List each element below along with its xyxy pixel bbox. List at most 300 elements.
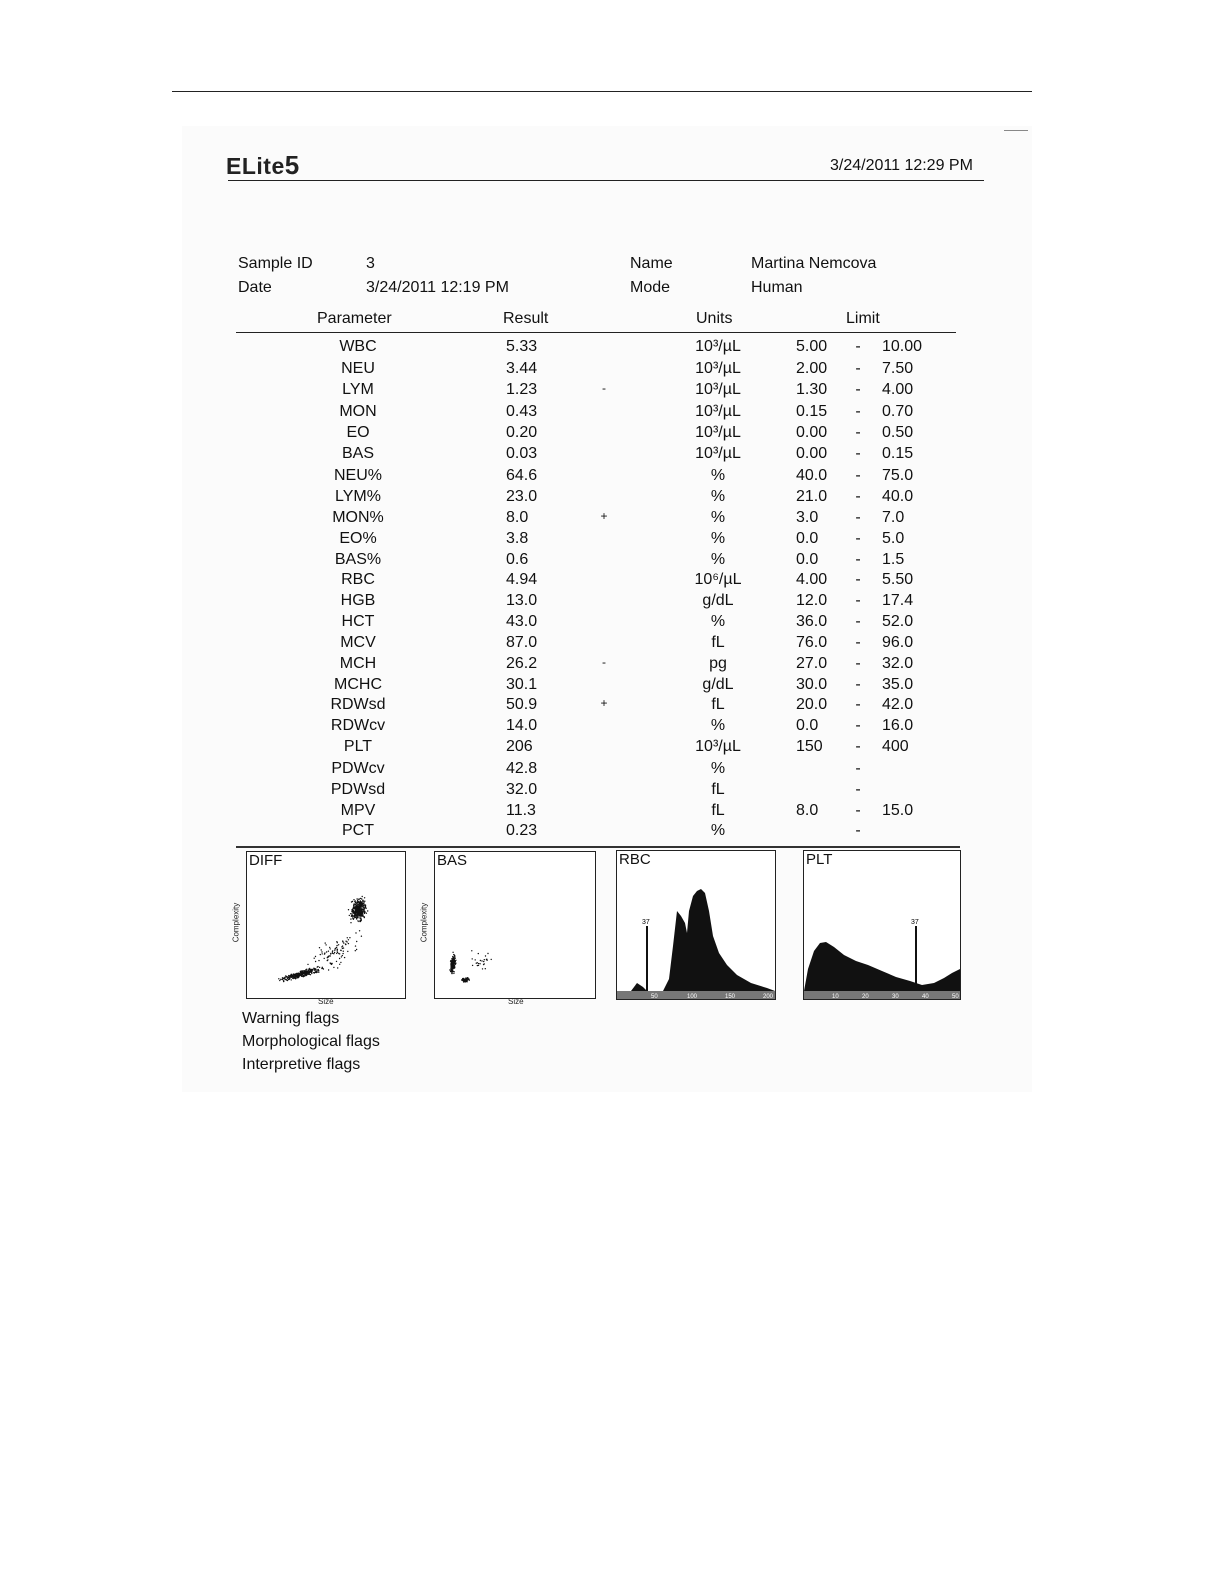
row-limit-dash: - [855, 488, 861, 505]
scatter-point [360, 898, 361, 899]
scatter-point [300, 972, 301, 973]
interpretive-flags-label: Interpretive flags [242, 1056, 361, 1073]
scatter-point [450, 971, 451, 972]
morphological-flags-label: Morphological flags [242, 1033, 380, 1050]
scatter-point [315, 961, 316, 962]
scatter-point [326, 951, 327, 952]
rbc-tick: 200 [763, 994, 774, 999]
scatter-point [455, 960, 456, 961]
scatter-point [305, 969, 306, 970]
scatter-point [451, 973, 452, 974]
rbc-tick: 50 [651, 994, 658, 999]
scatter-point [349, 915, 350, 916]
table-row [0, 655, 1224, 676]
row-parameter: HGB [340, 592, 376, 609]
scatter-point [454, 959, 455, 960]
row-limit-dash: - [855, 822, 861, 839]
scatter-point [465, 979, 466, 980]
row-result: 64.6 [506, 467, 538, 484]
row-parameter: BAS [341, 445, 374, 462]
diff-plot [247, 852, 405, 998]
table-row [0, 676, 1224, 697]
row-limit-dash: - [855, 338, 861, 355]
row-parameter: MCV [340, 634, 376, 651]
row-limit-low: 30.0 [796, 676, 828, 693]
row-limit-low: 0.0 [796, 530, 819, 547]
scatter-point [353, 899, 354, 900]
scatter-point [359, 917, 360, 918]
name-label: Name [630, 255, 673, 272]
table-row [0, 445, 1224, 466]
scatter-point [314, 972, 315, 973]
table-row [0, 613, 1224, 634]
scatter-point [355, 914, 356, 915]
scatter-point [478, 953, 479, 954]
rbc-plot [617, 851, 775, 999]
table-header-rule [236, 332, 956, 333]
table-row [0, 467, 1224, 488]
scatter-point [321, 968, 322, 969]
row-units: 10³/µL [695, 360, 741, 377]
row-result: 50.9 [506, 696, 538, 713]
row-limit-high: 42.0 [882, 696, 914, 713]
scatter-point [311, 970, 312, 971]
scatter-point [452, 968, 453, 969]
row-limit-low: 0.0 [796, 717, 819, 734]
scatter-point [314, 970, 315, 971]
row-limit-low: 4.00 [796, 571, 828, 588]
row-units: % [710, 488, 726, 505]
row-result: 5.33 [506, 338, 538, 355]
scatter-point [284, 977, 285, 978]
date-label: Date [238, 279, 272, 296]
row-limit-low: 76.0 [796, 634, 828, 651]
scatter-point [354, 915, 355, 916]
row-result: 26.2 [506, 655, 538, 672]
scatter-point [485, 955, 486, 956]
row-limit-dash: - [855, 403, 861, 420]
scatter-point [358, 907, 359, 908]
scatter-point [453, 973, 454, 974]
row-units: pg [709, 655, 727, 672]
scatter-point [339, 964, 340, 965]
scatter-point [278, 978, 279, 979]
plt-marker-label: 37 [911, 919, 919, 926]
scatter-point [463, 979, 464, 980]
row-parameter: LYM [342, 381, 374, 398]
row-units: % [710, 613, 726, 630]
scatter-point [282, 979, 283, 980]
scatter-point [455, 963, 456, 964]
scatter-point [307, 964, 308, 965]
scatter-point [336, 961, 337, 962]
row-units: 10³/µL [695, 445, 741, 462]
row-parameter: EO% [339, 530, 377, 547]
row-limit-high: 7.50 [882, 360, 914, 377]
row-parameter: RDWsd [330, 696, 386, 713]
row-units: % [710, 530, 726, 547]
scatter-point [286, 977, 287, 978]
scatter-point [358, 899, 359, 900]
scatter-point [454, 967, 455, 968]
row-limit-dash: - [855, 738, 861, 755]
scatter-point [357, 917, 358, 918]
scatter-point [353, 911, 354, 912]
table-bottom-rule [236, 846, 960, 848]
scatter-point [279, 980, 280, 981]
scatter-point [454, 955, 455, 956]
scatter-point [353, 905, 354, 906]
bas-ylabel: Complexity [419, 902, 429, 943]
diff-scattergram [246, 851, 406, 999]
row-limit-low: 0.00 [796, 424, 828, 441]
row-flag: + [600, 509, 608, 523]
row-parameter: NEU% [333, 467, 382, 484]
row-result: 30.1 [506, 676, 538, 693]
scatter-point [299, 975, 300, 976]
table-row [0, 571, 1224, 592]
row-units: g/dL [702, 592, 734, 609]
scatter-point [358, 902, 359, 903]
table-row [0, 360, 1224, 381]
row-result: 0.43 [506, 403, 538, 420]
row-flag: + [600, 696, 608, 710]
scatter-point [315, 956, 316, 957]
row-result: 3.8 [506, 530, 529, 547]
row-flag: - [602, 655, 606, 669]
scatter-point [329, 947, 330, 948]
scatter-point [321, 949, 322, 950]
scatter-point [353, 918, 354, 919]
col-header-units: Units [696, 310, 733, 327]
row-units: fL [711, 802, 725, 819]
row-result: 1.23 [506, 381, 538, 398]
row-result: 32.0 [506, 781, 538, 798]
scatter-point [337, 949, 338, 950]
scatter-point [294, 975, 295, 976]
row-limit-high: 16.0 [882, 717, 914, 734]
scatter-point [481, 960, 482, 961]
scatter-point [362, 911, 363, 912]
scatter-point [328, 969, 329, 970]
row-limit-high: 75.0 [882, 467, 914, 484]
scatter-point [315, 971, 316, 972]
mode-value: Human [751, 279, 803, 296]
scatter-point [311, 973, 312, 974]
row-parameter: MCHC [334, 676, 382, 693]
scatter-point [362, 903, 363, 904]
scatter-point [350, 922, 351, 923]
row-limit-high: 7.0 [882, 509, 905, 526]
row-limit-dash: - [855, 381, 861, 398]
row-units: 10³/µL [695, 381, 741, 398]
table-row [0, 424, 1224, 445]
scatter-point [452, 964, 453, 965]
scatter-point [298, 973, 299, 974]
row-limit-high: 5.50 [882, 571, 914, 588]
plt-curve [804, 942, 960, 999]
scatter-point [355, 906, 356, 907]
scatter-point [452, 957, 453, 958]
table-row [0, 738, 1224, 759]
scatter-point [364, 917, 365, 918]
row-limit-low: 2.00 [796, 360, 828, 377]
scatter-point [289, 976, 290, 977]
scatter-point [345, 943, 346, 944]
scatter-point [352, 915, 353, 916]
scatter-point [461, 979, 462, 980]
scatter-point [327, 960, 328, 961]
row-units: 10³/µL [695, 738, 741, 755]
row-result: 0.20 [506, 424, 538, 441]
scan-edge-mark [1004, 130, 1028, 131]
plt-tick: 40 [922, 994, 929, 999]
row-units: % [710, 760, 726, 777]
scatter-point [337, 942, 338, 943]
rbc-tick: 100 [687, 994, 698, 999]
scatter-point [337, 950, 338, 951]
scatter-point [319, 947, 320, 948]
scatter-point [476, 963, 477, 964]
row-units: 10³/µL [695, 338, 741, 355]
scatter-point [361, 910, 362, 911]
print-datetime: 3/24/2011 12:29 PM [830, 157, 973, 174]
scatter-point [352, 901, 353, 902]
row-flag: - [602, 381, 606, 395]
row-units: 10³/µL [695, 403, 741, 420]
row-limit-dash: - [855, 696, 861, 713]
row-limit-low: 150 [796, 738, 823, 755]
row-limit-dash: - [855, 676, 861, 693]
scatter-point [486, 959, 487, 960]
bas-scattergram [434, 851, 596, 999]
scatter-point [477, 965, 478, 966]
row-limit-high: 17.4 [882, 592, 914, 609]
mode-label: Mode [630, 279, 671, 296]
brand-logo: ELite5 [226, 150, 300, 180]
scatter-point [364, 901, 365, 902]
diff-title: DIFF [249, 852, 283, 869]
scatter-point [341, 946, 342, 947]
scatter-point [317, 966, 318, 967]
row-parameter: WBC [339, 338, 377, 355]
scatter-point [314, 958, 315, 959]
scatter-point [364, 897, 365, 898]
scatter-point [355, 950, 356, 951]
row-parameter: MON% [332, 509, 384, 526]
plt-tick: 50 [952, 994, 959, 999]
col-header-result: Result [503, 310, 549, 327]
scatter-point [355, 913, 356, 914]
scatter-point [342, 953, 343, 954]
row-limit-high: 1.5 [882, 551, 905, 568]
scatter-point [462, 978, 463, 979]
scatter-point [305, 972, 306, 973]
row-limit-low: 5.00 [796, 338, 828, 355]
row-units: fL [711, 634, 725, 651]
scatter-point [453, 966, 454, 967]
row-parameter: LYM% [335, 488, 381, 505]
row-limit-dash: - [855, 424, 861, 441]
row-parameter: BAS% [334, 551, 382, 568]
table-row [0, 760, 1224, 781]
row-limit-high: 96.0 [882, 634, 914, 651]
scatter-point [309, 972, 310, 973]
page-top-rule [172, 91, 1032, 92]
scatter-point [317, 969, 318, 970]
plt-tick: 10 [832, 994, 839, 999]
scatter-point [291, 979, 292, 980]
scatter-point [483, 961, 484, 962]
scatter-point [480, 960, 481, 961]
row-result: 43.0 [506, 613, 538, 630]
row-limit-high: 0.50 [882, 424, 914, 441]
row-limit-dash: - [855, 802, 861, 819]
row-limit-dash: - [855, 509, 861, 526]
scatter-point [288, 977, 289, 978]
row-result: 0.03 [506, 445, 538, 462]
bas-plot [435, 852, 595, 998]
scatter-point [338, 953, 339, 954]
scatter-point [334, 952, 335, 953]
scatter-point [343, 942, 344, 943]
table-row [0, 403, 1224, 424]
scatter-point [360, 915, 361, 916]
row-parameter: NEU [341, 360, 375, 377]
row-limit-low: 21.0 [796, 488, 828, 505]
scatter-point [361, 914, 362, 915]
rbc-title: RBC [619, 851, 651, 868]
row-limit-low: 0.15 [796, 403, 828, 420]
scatter-point [452, 959, 453, 960]
row-units: 10³/µL [695, 424, 741, 441]
row-limit-high: 0.70 [882, 403, 914, 420]
scatter-point [301, 973, 302, 974]
scatter-point [302, 970, 303, 971]
row-limit-high: 400 [882, 738, 909, 755]
row-result: 3.44 [506, 360, 538, 377]
plt-plot [804, 851, 960, 999]
row-limit-dash: - [855, 592, 861, 609]
row-limit-low: 3.0 [796, 509, 819, 526]
scatter-point [296, 976, 297, 977]
table-row [0, 822, 1224, 843]
row-units: fL [711, 781, 725, 798]
scatter-point [297, 977, 298, 978]
scatter-point [308, 973, 309, 974]
plt-tick: 20 [862, 994, 869, 999]
scatter-point [307, 972, 308, 973]
scatter-point [348, 943, 349, 944]
scatter-point [475, 959, 476, 960]
row-limit-dash: - [855, 360, 861, 377]
row-units: % [710, 822, 726, 839]
row-units: % [710, 509, 726, 526]
scatter-point [366, 913, 367, 914]
scatter-point [315, 969, 316, 970]
scatter-point [347, 951, 348, 952]
row-limit-low: 36.0 [796, 613, 828, 630]
scatter-point [359, 912, 360, 913]
scatter-point [491, 959, 492, 960]
row-limit-low: 27.0 [796, 655, 828, 672]
scatter-point [327, 956, 328, 957]
scatter-point [365, 905, 366, 906]
row-limit-dash: - [855, 530, 861, 547]
row-units: fL [711, 696, 725, 713]
scatter-point [322, 953, 323, 954]
row-result: 23.0 [506, 488, 538, 505]
scatter-point [450, 966, 451, 967]
table-row [0, 381, 1224, 402]
sample-id-label: Sample ID [238, 255, 313, 272]
row-result: 13.0 [506, 592, 538, 609]
scatter-point [337, 967, 338, 968]
row-limit-low: 1.30 [796, 381, 828, 398]
scatter-point [451, 965, 452, 966]
name-value: Martina Nemcova [751, 255, 877, 272]
scatter-point [328, 951, 329, 952]
scatter-point [355, 932, 356, 933]
scatter-point [359, 910, 360, 911]
scatter-point [284, 978, 285, 979]
row-parameter: PDWsd [330, 781, 386, 798]
scatter-point [292, 975, 293, 976]
scatter-point [325, 944, 326, 945]
scatter-point [293, 973, 294, 974]
scatter-point [452, 952, 453, 953]
scatter-point [353, 903, 354, 904]
scatter-point [288, 979, 289, 980]
scatter-point [356, 941, 357, 942]
table-row [0, 530, 1224, 551]
scatter-point [449, 969, 450, 970]
row-result: 0.23 [506, 822, 538, 839]
row-limit-dash: - [855, 445, 861, 462]
row-limit-high: 52.0 [882, 613, 914, 630]
row-limit-high: 35.0 [882, 676, 914, 693]
row-limit-dash: - [855, 571, 861, 588]
table-row [0, 634, 1224, 655]
scatter-point [283, 980, 284, 981]
scatter-point [454, 971, 455, 972]
scatter-point [359, 906, 360, 907]
scatter-point [333, 967, 334, 968]
scatter-point [285, 975, 286, 976]
scatter-point [324, 958, 325, 959]
row-result: 8.0 [506, 509, 529, 526]
scatter-point [336, 945, 337, 946]
scatter-point [361, 916, 362, 917]
scatter-point [352, 916, 353, 917]
plt-tick: 30 [892, 994, 899, 999]
scatter-point [345, 941, 346, 942]
table-row [0, 802, 1224, 823]
scatter-point [350, 913, 351, 914]
scatter-point [318, 960, 319, 961]
scatter-point [359, 930, 360, 931]
scatter-point [294, 978, 295, 979]
row-result: 206 [506, 738, 533, 755]
table-row [0, 717, 1224, 738]
scatter-point [297, 975, 298, 976]
scatter-point [364, 913, 365, 914]
row-limit-dash: - [855, 634, 861, 651]
scatter-point [467, 977, 468, 978]
plt-histogram [803, 850, 961, 1000]
scatter-point [335, 948, 336, 949]
row-limit-high: 4.00 [882, 381, 914, 398]
